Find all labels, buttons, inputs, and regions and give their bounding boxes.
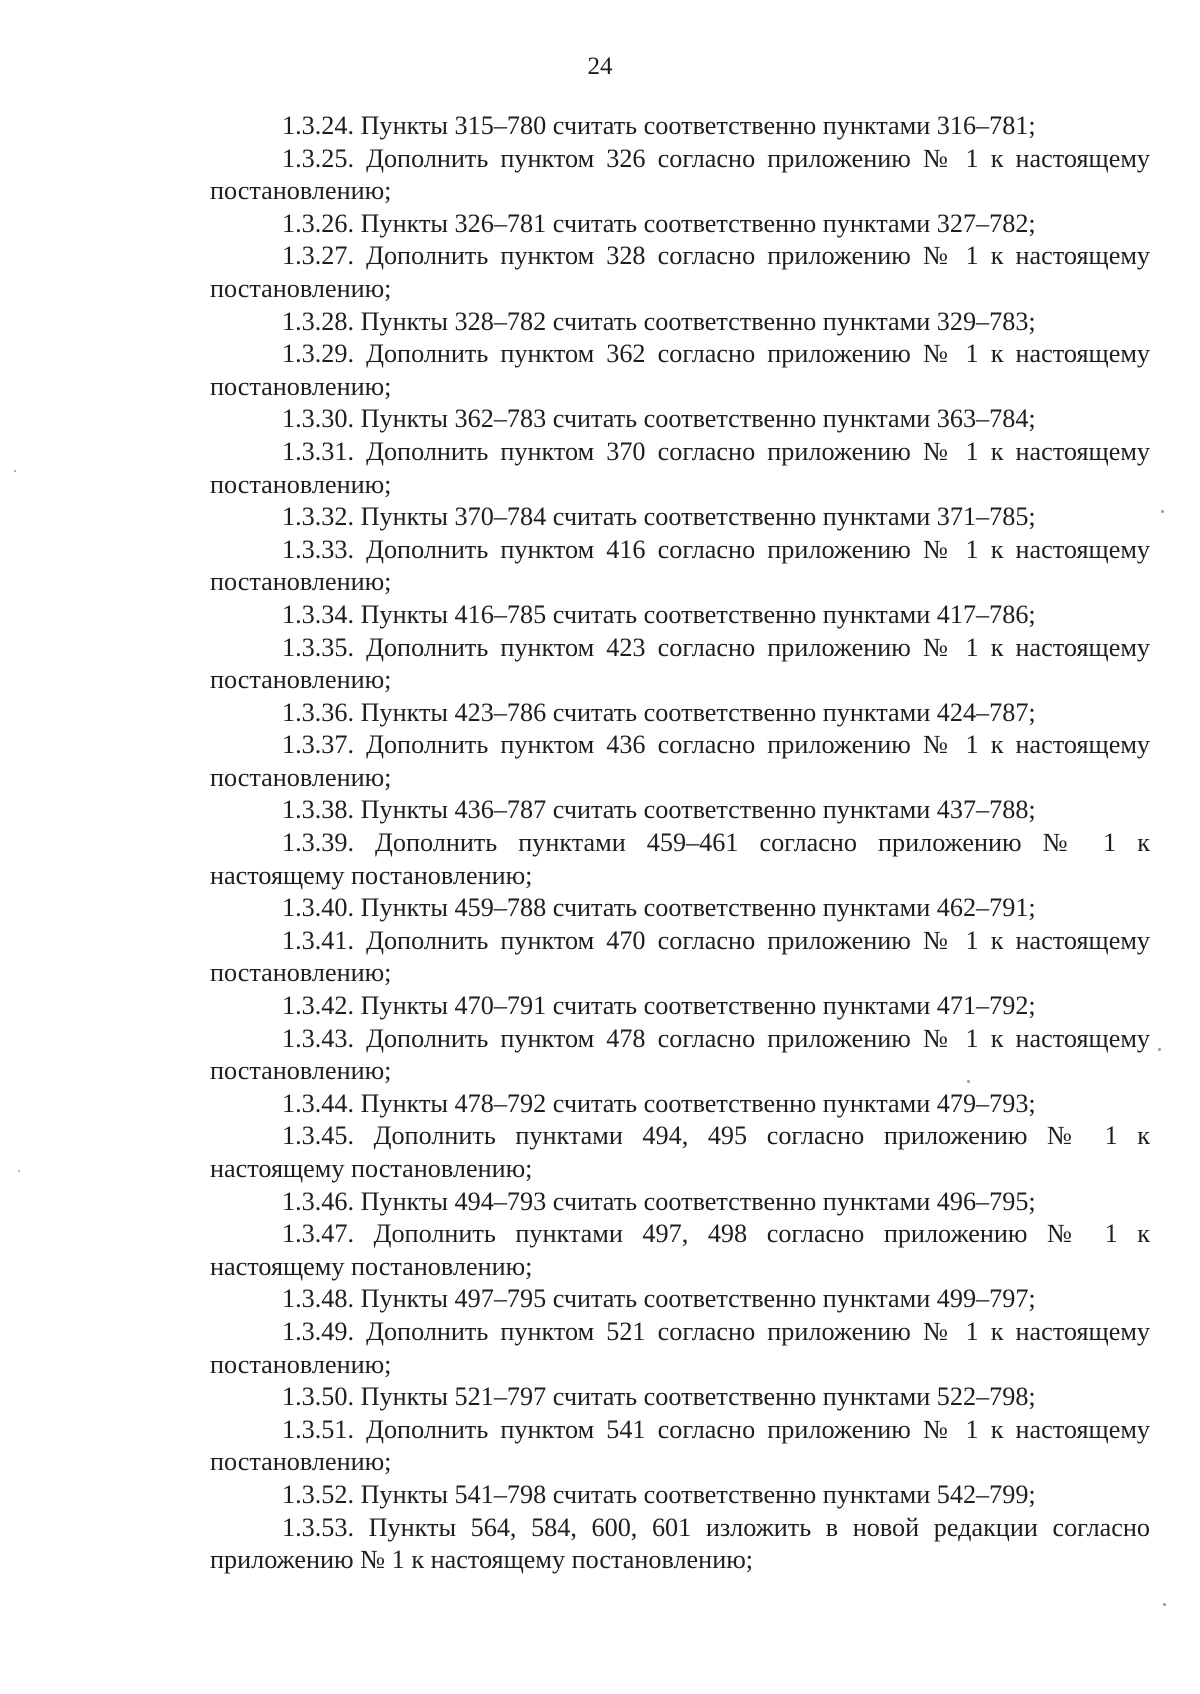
clause-1-3-24: 1.3.24. Пункты 315–780 считать соответственно пунктами 316–781;	[282, 111, 1036, 140]
clause-1-3-37: 1.3.37. Дополнить пунктом 436 согласно приложению № 1 к настоящему постановлению;	[210, 730, 1150, 792]
clause-1-3-26: 1.3.26. Пункты 326–781 считать соответственно пунктами 327–782;	[282, 208, 1036, 238]
scan-speck	[1158, 1048, 1161, 1051]
clause-1-3-32: 1.3.32. Пункты 370–784 считать соответственно пунктами 371–785;	[282, 502, 1036, 532]
clause-1-3-41: 1.3.41. Дополнить пунктом 470 согласно приложению № 1 к настоящему постановлению;	[210, 925, 1150, 988]
clause-1-3-52: 1.3.52. Пункты 541–798 считать соответственно пунктами 542–799;	[282, 1479, 1036, 1509]
clause-1-3-40: 1.3.40. Пункты 459–788 считать соответственно пунктами 462–791;	[282, 893, 1036, 923]
body-text	[210, 110, 1150, 1577]
clause-1-3-25: 1.3.25. Дополнить пунктом 326 согласно приложению № 1 к настоящему постановлению;	[210, 143, 1150, 206]
clause-1-3-48: 1.3.48. Пункты 497–795 считать соответственно пунктами 499–797;	[282, 1284, 1036, 1314]
clause-1-3-36: 1.3.36. Пункты 423–786 считать соответственно пунктами 424–787;	[282, 697, 1036, 727]
scan-speck	[1163, 1603, 1166, 1606]
clause-1-3-30: 1.3.30. Пункты 362–783 считать соответственно пунктами 363–784;	[282, 404, 1036, 434]
clause-1-3-39: 1.3.39. Дополнить пунктами 459–461 согласно приложению № 1 к настоящему постановлению;	[210, 828, 1150, 890]
clause-1-3-31: 1.3.31. Дополнить пунктом 370 согласно приложению № 1 к настоящему постановлению;	[210, 436, 1150, 499]
page-number: 24	[587, 53, 613, 80]
clause-1-3-44: 1.3.44. Пункты 478–792 считать соответственно пунктами 479–793;	[282, 1088, 1036, 1118]
clause-1-3-43: 1.3.43. Дополнить пунктом 478 согласно приложению № 1 к настоящему постановлению;	[210, 1023, 1150, 1086]
scan-speck	[18, 1170, 20, 1172]
clause-1-3-29: 1.3.29. Дополнить пунктом 362 согласно приложению № 1 к настоящему постановлению;	[210, 339, 1150, 401]
clause-1-3-33: 1.3.33. Дополнить пунктом 416 согласно приложению № 1 к настоящему постановлению;	[210, 534, 1150, 597]
clause-1-3-49: 1.3.49. Дополнить пунктом 521 согласно приложению № 1 к настоящему постановлению;	[210, 1316, 1150, 1379]
clause-1-3-34: 1.3.34. Пункты 416–785 считать соответственно пунктами 417–786;	[282, 599, 1036, 629]
clause-1-3-35: 1.3.35. Дополнить пунктом 423 согласно приложению № 1 к настоящему постановлению;	[210, 632, 1150, 695]
clause-1-3-51: 1.3.51. Дополнить пунктом 541 согласно приложению № 1 к настоящему постановлению;	[210, 1414, 1150, 1477]
clause-1-3-50: 1.3.50. Пункты 521–797 считать соответственно пунктами 522–798;	[282, 1382, 1036, 1412]
clause-1-3-46: 1.3.46. Пункты 494–793 считать соответственно пунктами 496–795;	[282, 1186, 1036, 1216]
clause-1-3-47: 1.3.47. Дополнить пунктами 497, 498 согласно приложению № 1 к настоящему постановлению;	[210, 1219, 1150, 1281]
scan-speck	[14, 470, 16, 472]
clause-1-3-45: 1.3.45. Дополнить пунктами 494, 495 согласно приложению № 1 к настоящему постановлению;	[210, 1121, 1150, 1183]
clause-1-3-27: 1.3.27. Дополнить пунктом 328 согласно приложению № 1 к настоящему постановлению;	[210, 241, 1150, 303]
scan-speck	[967, 1080, 970, 1083]
clause-1-3-42: 1.3.42. Пункты 470–791 считать соответственно пунктами 471–792;	[282, 991, 1036, 1021]
clause-1-3-38: 1.3.38. Пункты 436–787 считать соответственно пунктами 437–788;	[282, 795, 1036, 825]
clause-1-3-28: 1.3.28. Пункты 328–782 считать соответственно пунктами 329–783;	[282, 306, 1036, 336]
scan-speck	[1161, 510, 1164, 513]
clause-1-3-53: 1.3.53. Пункты 564, 584, 600, 601 изложить в новой редакции согласно приложению № 1 к настоящему постановлению;	[210, 1512, 1150, 1575]
